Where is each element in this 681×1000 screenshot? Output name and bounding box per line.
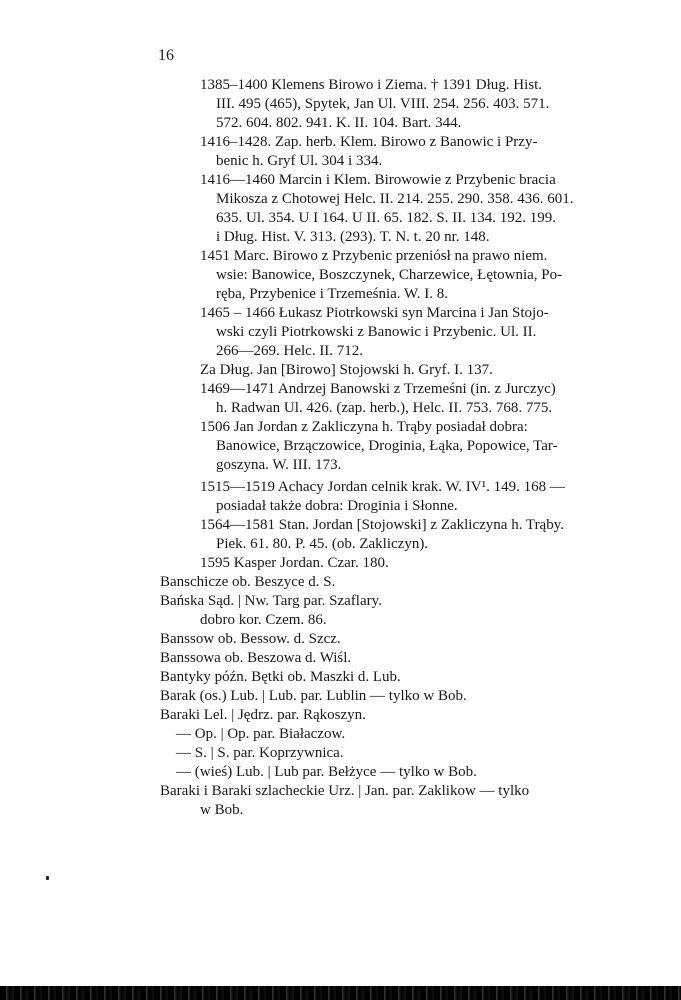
entry-line-10: 1451 Marc. Birowo z Przybenic przeniósł na prawo niem. (200, 248, 548, 264)
entry-line-5: benic h. Gryf Ul. 304 i 334. (216, 153, 383, 169)
entry-line-16: Za Dług. Jan [Birowo] Stojowski h. Gryf. I. 137. (200, 362, 493, 378)
headword-line-banssowa: Banssowa ob. Beszowa d. Wiśl. (160, 650, 352, 666)
scan-edge-bar (0, 986, 681, 1000)
headword-line-banska-cont: dobro kor. Czem. 86. (200, 612, 327, 628)
entry-line-4: 1416–1428. Zap. herb. Klem. Birowo z Banowic i Przy- (200, 134, 538, 150)
entry-line-8: 635. Ul. 354. U I 164. U II. 65. 182. S. II. 134. 192. 199. (216, 210, 556, 226)
entry-line-23: posiadał także dobra: Droginia i Słonne. (216, 498, 458, 514)
entry-line-22: 1515—1519 Achacy Jordan celnik krak. W. IV¹. 149. 168 — (200, 479, 565, 495)
entry-line-13: 1465 – 1466 Łukasz Piotrkowski syn Marcina i Jan Stojo- (200, 305, 549, 321)
entry-line-9: i Dług. Hist. V. 313. (293). T. N. t. 20 nr. 148. (216, 229, 490, 245)
headword-line-baraki-szlacheckie: Baraki i Baraki szlacheckie Urz. | Jan. par. Zaklikow — tylko (160, 783, 530, 799)
entry-line-3: 572. 604. 802. 941. K. II. 104. Bart. 344. (216, 115, 462, 131)
scan-speck (46, 876, 49, 880)
headword-line-bantyky: Bantyky późn. Bętki ob. Maszki d. Lub. (160, 669, 401, 685)
headword-line-baraki-szlacheckie-cont: w Bob. (200, 802, 244, 818)
entry-line-18: h. Radwan Ul. 426. (zap. herb.), Helc. II. 753. 768. 775. (216, 400, 553, 416)
entry-line-15: 266—269. Helc. II. 712. (216, 343, 364, 359)
headword-line-baraki: Baraki Lel. | Jędrz. par. Rąkoszyn. (160, 707, 366, 723)
headword-line-baraki-wies: — (wieś) Lub. | Lub par. Bełżyce — tylko w Bob. (176, 764, 477, 780)
headword-line-banssow: Banssow ob. Bessow. d. Szcz. (160, 631, 341, 647)
entry-line-20: Banowice, Brzączowice, Droginia, Łąka, Popowice, Tar- (216, 438, 558, 454)
entry-line-12: ręba, Przybenice i Trzemeśnia. W. I. 8. (216, 286, 449, 302)
headword-line-barak: Barak (os.) Lub. | Lub. par. Lublin — tylko w Bob. (160, 688, 467, 704)
entry-line-1: 1385–1400 Klemens Birowo i Ziema. † 1391 Dług. Hist. (200, 77, 543, 93)
entry-line-14: wski czyli Piotrkowski z Banowic i Przybenic. Ul. II. (216, 324, 537, 340)
headword-line-baraki-s: — S. | S. par. Koprzywnica. (176, 745, 344, 761)
headword-line-banschicze: Banschicze ob. Beszyce d. S. (160, 574, 336, 590)
entry-line-24: 1564—1581 Stan. Jordan [Stojowski] z Zakliczyna h. Trąby. (200, 517, 564, 533)
entry-line-19: 1506 Jan Jordan z Zakliczyna h. Trąby posiadał dobra: (200, 419, 528, 435)
entry-line-6: 1416—1460 Marcin i Klem. Birowowie z Przybenic bracia (200, 172, 556, 188)
entry-line-7: Mikosza z Chotowej Helc. II. 214. 255. 290. 358. 436. 601. (216, 191, 574, 207)
entry-line-17: 1469—1471 Andrzej Banowski z Trzemeśni (in. z Jurczyc) (200, 381, 556, 397)
headword-line-banska: Bańska Sąd. | Nw. Targ par. Szaflary. (160, 593, 382, 609)
entry-line-25: Piek. 61. 80. P. 45. (ob. Zakliczyn). (216, 536, 429, 552)
entry-line-21: goszyna. W. III. 173. (216, 457, 342, 473)
page-number: 16 (158, 47, 174, 64)
entry-line-11: wsie: Banowice, Boszczynek, Charzewice, Łętownia, Po- (216, 267, 563, 283)
headword-line-baraki-op: — Op. | Op. par. Białaczow. (176, 726, 346, 742)
entry-line-2: III. 495 (465), Spytek, Jan Ul. VIII. 254. 256. 403. 571. (216, 96, 550, 112)
entry-line-26: 1595 Kasper Jordan. Czar. 180. (200, 555, 389, 571)
